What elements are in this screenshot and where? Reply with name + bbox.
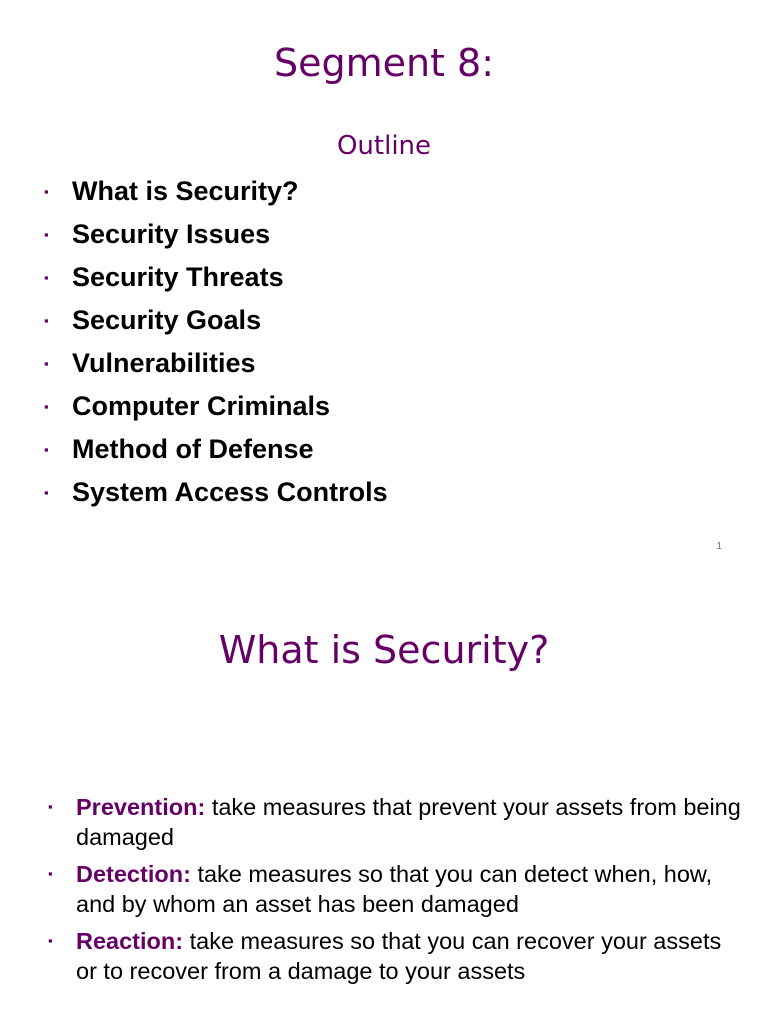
list-item-label: Security Threats: [72, 262, 284, 292]
definition-list: [46, 792, 746, 993]
slide-subtitle: Outline: [336, 131, 432, 161]
term-reaction: Reaction:: [76, 928, 184, 954]
square-bullet-icon: ▪: [44, 399, 49, 414]
list-item: [46, 926, 746, 986]
list-item-label: Security Goals: [72, 305, 262, 335]
square-bullet-icon: ▪: [44, 313, 49, 328]
page-number: 1: [716, 541, 722, 552]
list-item-label: What is Security?: [72, 176, 299, 206]
term-description: take measures that prevent your assets from being damaged: [76, 794, 741, 850]
list-item-label: Computer Criminals: [72, 391, 331, 421]
square-bullet-icon: ▪: [44, 356, 49, 371]
list-item: [42, 342, 388, 385]
list-item-label: Security Issues: [72, 219, 271, 249]
list-item: [42, 428, 388, 471]
list-item: [46, 792, 746, 852]
list-item: [42, 471, 388, 514]
square-bullet-icon: ▪: [44, 227, 49, 242]
square-bullet-icon: ▪: [44, 442, 49, 457]
list-item: [42, 299, 388, 342]
square-bullet-icon: ▪: [48, 933, 53, 948]
list-item: [42, 385, 388, 428]
slide-what-is-security: [0, 576, 768, 1024]
list-item: [46, 859, 746, 919]
square-bullet-icon: ▪: [44, 485, 49, 500]
square-bullet-icon: ▪: [48, 866, 53, 881]
list-item: [42, 256, 388, 299]
term-detection: Detection:: [76, 861, 191, 887]
slide-title: Segment 8:: [273, 41, 495, 85]
square-bullet-icon: ▪: [44, 270, 49, 285]
square-bullet-icon: ▪: [48, 799, 53, 814]
term-description: take measures so that you can detect when, how, and by whom an asset has been damaged: [76, 861, 713, 917]
list-item-label: System Access Controls: [72, 477, 388, 507]
list-item: [42, 213, 388, 256]
list-item-label: Vulnerabilities: [72, 348, 256, 378]
term-description: take measures so that you can recover your assets or to recover from a damage to your assets: [76, 928, 722, 984]
term-prevention: Prevention:: [76, 794, 206, 820]
slide-title: What is Security?: [218, 628, 550, 672]
square-bullet-icon: ▪: [44, 184, 49, 199]
list-item-label: Method of Defense: [72, 434, 314, 464]
outline-list: [42, 170, 388, 514]
list-item: [42, 170, 388, 213]
